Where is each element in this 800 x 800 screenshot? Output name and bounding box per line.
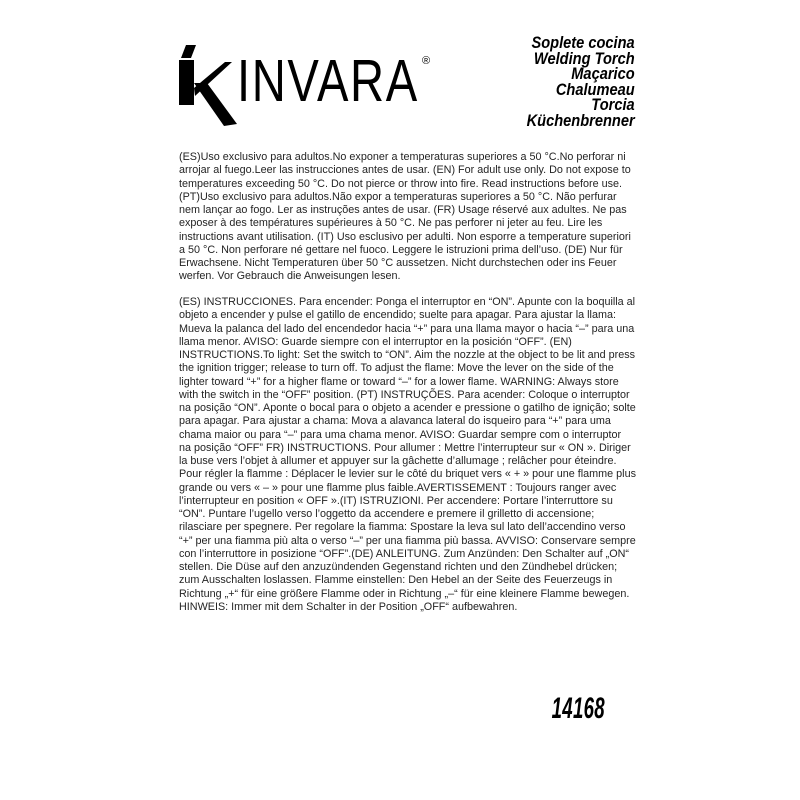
product-name-de: Küchenbrenner (526, 110, 635, 130)
logo-k-icon (179, 44, 239, 128)
product-name-list (527, 35, 635, 129)
product-name-fr: Chalumeau (556, 79, 635, 99)
brand-logo (179, 44, 439, 128)
product-name-it: Torcia (591, 95, 635, 115)
registered-trademark-icon: ® (422, 55, 431, 67)
product-name-en: Welding Torch (534, 48, 635, 68)
product-name-es: Soplete cocina (531, 33, 635, 52)
logo-wordmark-text: INVARA (237, 48, 419, 114)
instructions-paragraph: (ES) INSTRUCCIONES. Para encender: Ponga el interruptor en “ON”. Apunte con la boquilla al objeto a encender y pulse el gatillo de encendido; suelte para apagar. Para ajustar la llama: Mueva la palanca del lado del encendedor hacia “+” para una llama mayor o hacia “–” para una llama menor. AVISO: Guarde siempre con el interruptor en la posición “OFF”. (EN) INSTRUCTIONS.To light: Set the switch to “ON”. Aim the nozzle at the object to be lit and press the ignition trigger; release to turn off. To adjust the flame: Move the lever on the side of the lighter toward “+” for a higher flame or toward “–” for a lower flame. WARNING: Always store with the switch in the “OFF” position. (PT) INSTRUÇÕES. Para acender: Coloque o interruptor na posição “ON”. Aponte o bocal para o objeto a acender e pressione o gatilho de ignição; solte para apagar. Para ajustar a chama: Mova a alavanca lateral do isqueiro para “+” para uma chama maior ou para “–” para uma chama menor. AVISO: Guardar sempre com o interruptor na posição “OFF” FR) INSTRUCTIONS. Pour allumer : Mettre l’interrupteur sur « ON ». Diriger la buse vers l’objet à allumer et appuyer sur la gâchette d’allumage ; relâcher pour éteindre. Pour régler la flamme : Déplacer le levier sur le côté du briquet vers « + » pour une flamme plus grande ou vers « – » pour une flamme plus faible.AVERTISSEMENT : Toujours ranger avec l’interrupteur en position « OFF ».(IT) ISTRUZIONI. Per accendere: Portare l’interruttore su “ON”. Puntare l’ugello verso l’oggetto da accendere e premere il grilletto di accensione; rilasciare per spegnere. Per regolare la fiamma: Spostare la leva sul lato dell’accendino verso “+” per una fiamma più alta o verso “–” per una fiamma più bassa. AVVISO: Conservare sempre con l’interruttore in posizione “OFF”.(DE) ANLEITUNG. Zum Anzünden: Den Schalter auf „ON“ stellen. Die Düse auf den anzuzündenden Gegenstand richten und den Zündhebel drücken; zum Ausschalten loslassen. Flamme einstellen: Den Hebel an der Seite des Feuerzeugs in Richtung „+“ für eine größere Flamme oder in Richtung „–“ für eine kleinere Flamme bewegen. HINWEIS: Immer mit dem Schalter in der Position „OFF“ aufbewahren. (179, 296, 636, 613)
model-number: 14168 (551, 692, 605, 725)
product-name-pt: Maçarico (571, 64, 635, 84)
warnings-paragraph: (ES)Uso exclusivo para adultos.No exponer a temperaturas superiores a 50 °C.No perforar ni arrojar al fuego.Leer las instrucciones antes de usar. (EN) For adult use only. Do not expose to temperatures exceeding 50 °C. Do not pierce or throw into fire. Read instructions before use. (PT)Uso exclusivo para adultos.Não expor a temperaturas superiores a 50 °C. Não perfurar nem lançar ao fogo. Ler as instruções antes de usar. (FR) Usage réservé aux adultes. Ne pas exposer à des températures supérieures à 50 °C. Ne pas perforer ni jeter au feu. Lire les instructions avant utilisation. (IT) Uso esclusivo per adulti. Non esporre a temperature superiori a 50 °C. Non perforare né gettare nel fuoco. Leggere le istruzioni prima dell’uso. (DE) Nur für Erwachsene. Nicht Temperaturen über 50 °C aussetzen. Nicht durchstechen oder ins Feuer werfen. Vor Gebrauch die Anweisungen lesen. (179, 151, 631, 283)
